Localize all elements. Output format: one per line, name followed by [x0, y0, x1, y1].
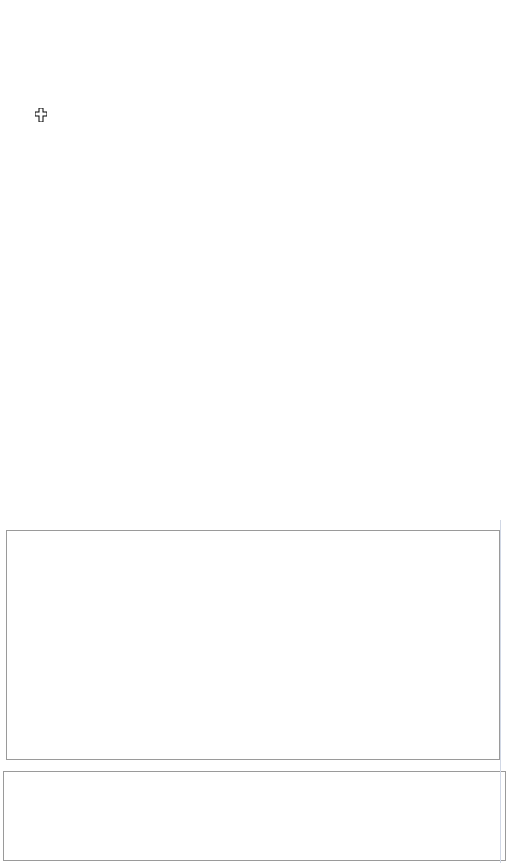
performance-chart-svg	[7, 531, 499, 759]
performance-chart[interactable]	[6, 530, 500, 760]
sheet-gridline	[500, 520, 506, 863]
ripple-chart[interactable]	[3, 771, 506, 861]
ripple-chart-svg	[4, 772, 505, 860]
cell-cursor-icon	[35, 108, 47, 122]
